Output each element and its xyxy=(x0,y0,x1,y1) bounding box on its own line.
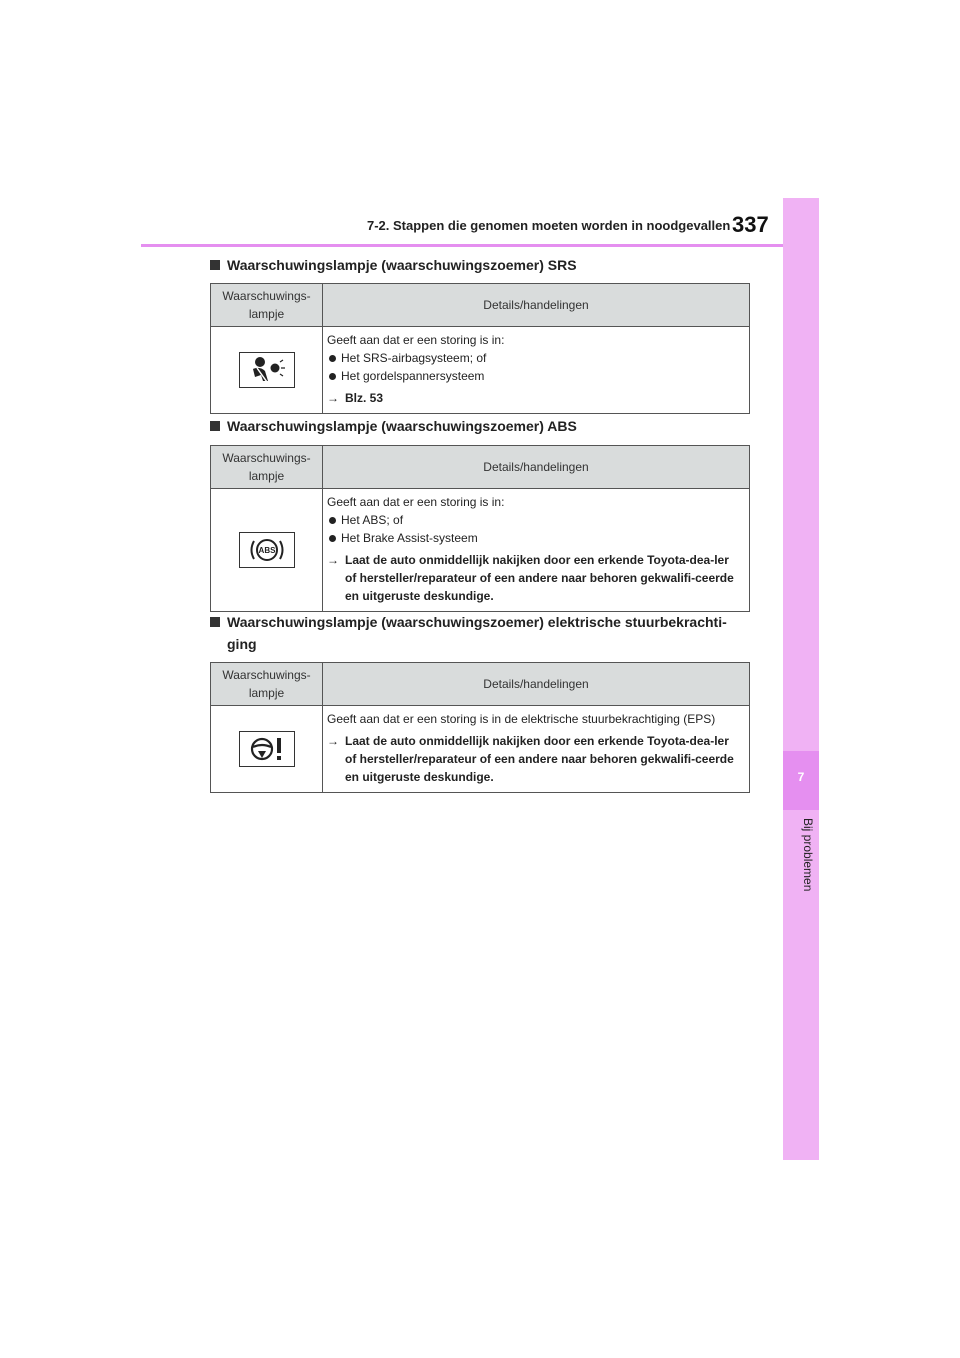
chapter-number: 7 xyxy=(797,770,805,784)
col-header-lamp: Waarschuwings- lampje xyxy=(211,663,323,706)
square-bullet-icon xyxy=(210,260,220,270)
col-header-details: Details/handelingen xyxy=(323,284,750,327)
table-abs xyxy=(210,445,750,612)
eps-steering-icon xyxy=(239,731,295,767)
action-instruction: → Laat de auto onmiddellijk nakijken door een erkende Toyota-dea-ler of hersteller/reparateur of een andere naar behoren gekwalifi-ceerde en uitgeruste deskundige. xyxy=(327,734,734,784)
svg-text:ABS: ABS xyxy=(258,546,275,555)
page-reference: → Blz. 53 xyxy=(327,391,384,405)
col-header-lamp: Waarschuwings- lampje xyxy=(211,284,323,327)
lamp-cell xyxy=(211,327,323,414)
running-header: 7-2. Stappen die genomen moeten worden in noodgevallen xyxy=(367,218,731,233)
lamp-cell xyxy=(211,489,323,612)
table-srs xyxy=(210,283,750,414)
square-bullet-icon xyxy=(210,617,220,627)
srs-airbag-icon xyxy=(239,352,295,388)
chapter-label: Bij problemen xyxy=(801,818,815,892)
action-instruction: → Laat de auto onmiddellijk nakijken door een erkende Toyota-dea-ler of hersteller/reparateur of een andere naar behoren gekwalifi-ceerde en uitgeruste deskundige. xyxy=(327,553,734,603)
abs-icon xyxy=(239,532,295,568)
chapter-side-tab xyxy=(783,198,819,1160)
page-number: 337 xyxy=(732,212,769,237)
lamp-cell xyxy=(211,706,323,793)
details-cell xyxy=(323,706,750,793)
list-item: Het SRS-airbagsysteem; of xyxy=(327,349,743,367)
section-title-eps: Waarschuwingslampje (waarschuwingszoemer) elektrische stuurbekrachti- ging xyxy=(210,611,755,655)
detail-intro: Geeft aan dat er een storing is in: xyxy=(327,495,505,509)
table-eps xyxy=(210,662,750,793)
detail-intro: Geeft aan dat er een storing is in: xyxy=(327,333,505,347)
details-cell xyxy=(323,489,750,612)
list-item: Het gordelspannersysteem xyxy=(327,367,743,385)
header-rule xyxy=(141,244,783,247)
col-header-lamp: Waarschuwings- lampje xyxy=(211,446,323,489)
col-header-details: Details/handelingen xyxy=(323,663,750,706)
details-cell xyxy=(323,327,750,414)
col-header-details: Details/handelingen xyxy=(323,446,750,489)
section-title-abs: Waarschuwingslampje (waarschuwingszoemer) ABS xyxy=(210,415,755,437)
list-item: Het ABS; of xyxy=(327,511,743,529)
detail-intro: Geeft aan dat er een storing is in de elektrische stuurbekrachtiging (EPS) xyxy=(327,712,716,726)
section-title-srs: Waarschuwingslampje (waarschuwingszoemer) SRS xyxy=(210,254,755,276)
square-bullet-icon xyxy=(210,421,220,431)
list-item: Het Brake Assist-systeem xyxy=(327,529,743,547)
